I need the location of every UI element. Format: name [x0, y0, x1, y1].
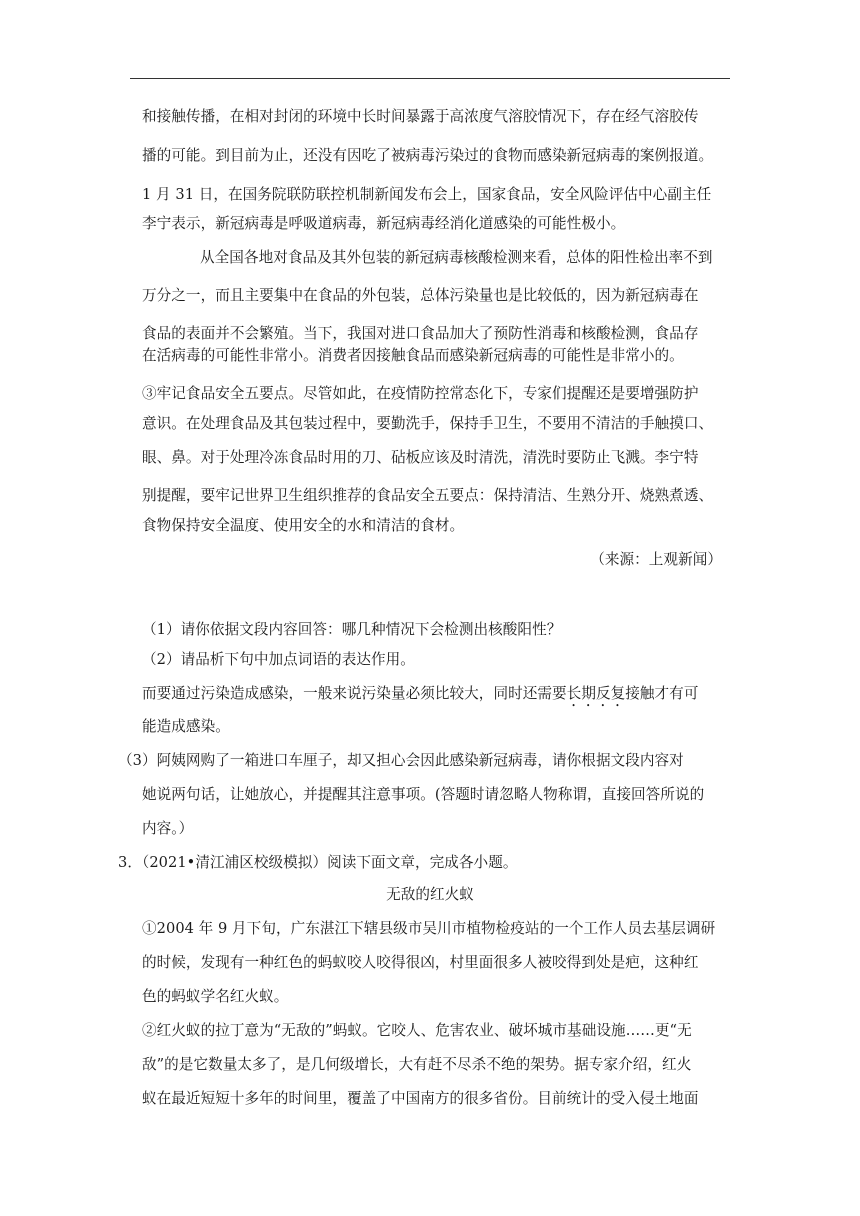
passage-line: ③牢记食品安全五要点。尽管如此，在疫情防控常态化下，专家们提醒还是要增强防护 — [142, 385, 699, 402]
article-line: ②红火蚁的拉丁意为“无敌的”蚂蚁。它咬人、危害农业、破坏城市基础设施……更“无 — [142, 1022, 692, 1039]
passage-line: 食品的表面并不会繁殖。当下，我国对进口食品加大了预防性消毒和核酸检测，食品存 — [142, 325, 699, 342]
passage-line: 别提醒，要牢记世界卫生组织推荐的食品安全五要点：保持清洁、生熟分开、烧熟煮透、 — [142, 487, 714, 504]
article-line: 敌”的是它数量太多了，是几何级增长，大有赶不尽杀不绝的架势。据专家介绍，红火 — [142, 1056, 692, 1073]
question-2-sentence: 能造成感染。 — [142, 718, 230, 735]
passage-line: 万分之一，而且主要集中在食品的外包装，总体污染量也是比较低的，因为新冠病毒在 — [142, 287, 699, 304]
article-title: 无敌的红火蚁 — [386, 886, 474, 903]
sentence-text: 而要通过污染造成感染，一般来说污染量必须比较大，同时还需要 — [142, 685, 567, 702]
question-3: 内容。） — [142, 820, 194, 837]
question-1: （1）请你依据文段内容回答：哪几种情况下会检测出核酸阳性？ — [142, 621, 562, 638]
article-line: ①2004 年 9 月下旬，广东湛江下辖县级市吴川市植物检疫站的一个工作人员去基层调研 — [142, 920, 716, 937]
section-3-header: 3．（2021•清江浦区校级模拟）阅读下面文章，完成各小题。 — [118, 854, 518, 871]
passage-line: 1 月 31 日，在国务院联防联控机制新闻发布会上，国家食品，安全风险评估中心副主任 — [142, 186, 712, 203]
passage-line: 食物保持安全温度、使用安全的水和清洁的食材。 — [142, 517, 465, 534]
question-3: （3）阿姨网购了一箱进口车厘子，却又担心会因此感染新冠病毒，请你根据文段内容对 — [118, 752, 684, 769]
dotted-words: 长期反复 — [566, 685, 626, 702]
passage-line: 播的可能。到目前为止，还没有因吃了被病毒污染过的食物而感染新冠病毒的案例报道。 — [142, 147, 714, 164]
article-line: 色的蚂蚁学名红火蚁。 — [142, 988, 289, 1005]
passage-line: 意识。在处理食品及其包装过程中，要勤洗手，保持手卫生，不要用不清洁的手触摸口、 — [142, 415, 714, 432]
question-3: 她说两句话，让她放心，并提醒其注意事项。(答题时请忽略人物称谓，直接回答所说的 — [142, 786, 705, 803]
question-2-sentence — [142, 684, 732, 710]
passage-line: 在活病毒的可能性非常小。消费者因接触食品而感染新冠病毒的可能性是非常小的。 — [142, 347, 684, 364]
passage-line: 李宁表示，新冠病毒是呼吸道病毒，新冠病毒经消化道感染的可能性极小。 — [142, 215, 626, 232]
passage-line: 和接触传播，在相对封闭的环境中长时间暴露于高浓度气溶胶情况下，存在经气溶胶传 — [142, 108, 699, 125]
header-rule — [130, 78, 730, 79]
article-line: 的时候，发现有一种红色的蚂蚁咬人咬得很凶，村里面很多人被咬得到处是疤，这种红 — [142, 954, 699, 971]
article-line: 蚁在最近短短十多年的时间里，覆盖了中国南方的很多省份。目前统计的受入侵土地面 — [142, 1090, 699, 1107]
sentence-text: 接触才有可 — [625, 685, 699, 702]
question-2: （2）请品析下句中加点词语的表达作用。 — [142, 651, 415, 668]
passage-line: 眼、鼻。对于处理冷冻食品时用的刀、砧板应该及时清洗，清洗时要防止飞溅。李宁特 — [142, 449, 699, 466]
passage-line: 从全国各地对食品及其外包装的新冠病毒核酸检测来看，总体的阳性检出率不到 — [200, 249, 713, 266]
source-citation: （来源：上观新闻） — [590, 551, 722, 568]
